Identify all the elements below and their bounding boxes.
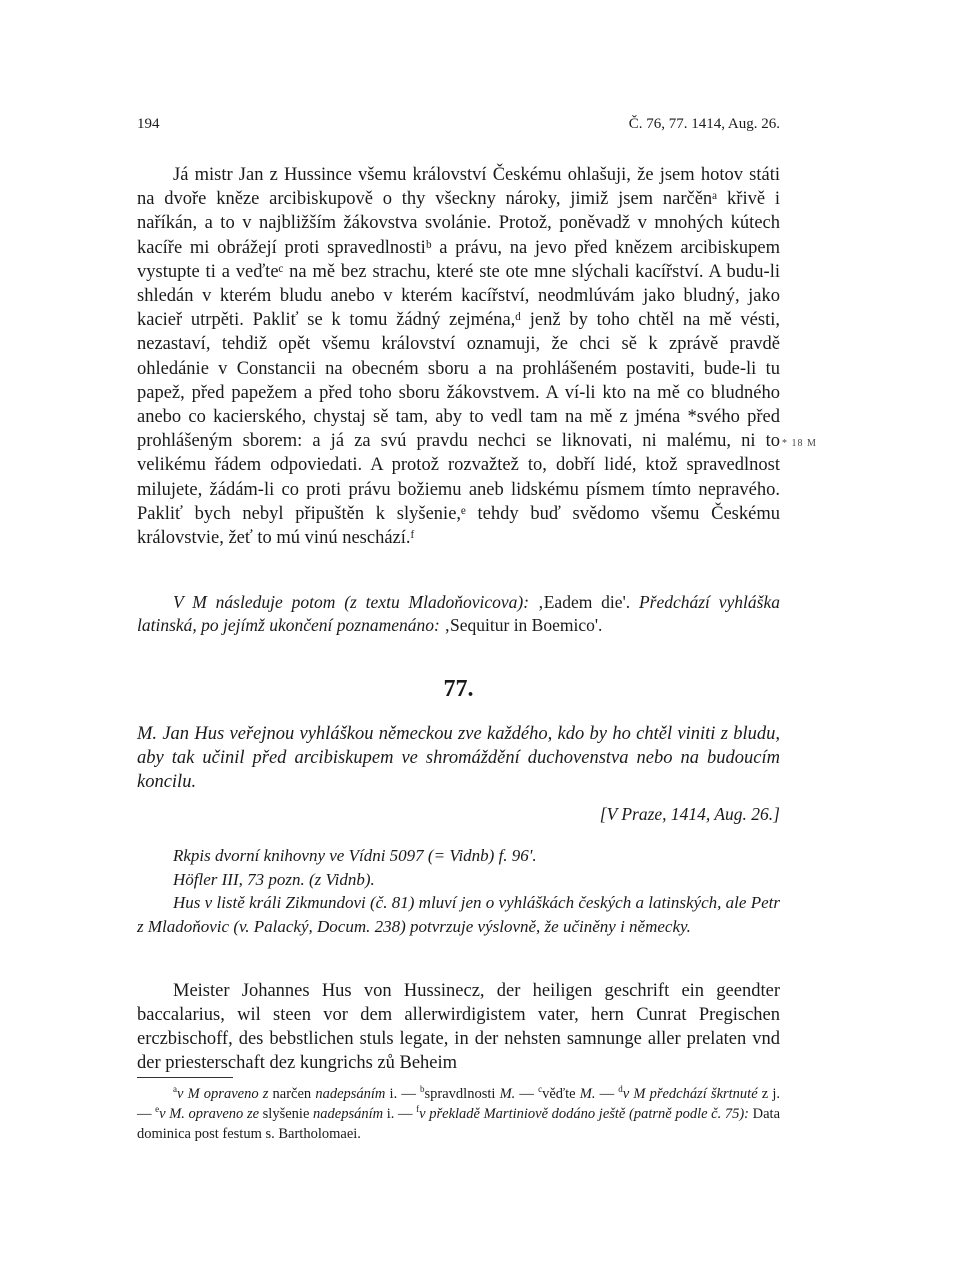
footnote-mark-f: f (416, 1104, 420, 1115)
footnote-mark-b: b (420, 1084, 425, 1095)
footnote-mark-e: e (155, 1104, 160, 1115)
source-line-3: Hus v listě králi Zikmundovi (č. 81) mluví jen o vyhláškách českých a latinských, ale Petr z Mladoňovic (v. Palacký, Docum. 238) potvrzuje výslovně, že učiněny i německy. (137, 893, 780, 936)
footnote-c-italic: M. (579, 1086, 596, 1102)
editorial-note (137, 591, 780, 637)
footnote-a-roman: narčen (268, 1086, 316, 1102)
footnote-f-roman: Data dominica post festum s. Bartholomaei. (137, 1106, 781, 1142)
dateline: [V Praze, 1414, Aug. 26.] (599, 804, 780, 824)
footnote-f-italic: v překladě Martiniově dodáno ještě (patrně podle č. 75): (419, 1106, 750, 1122)
source-line-2: Höfler III, 73 pozn. (z Vidnb). (173, 869, 375, 889)
footnote-mark-d: d (618, 1084, 623, 1095)
footnote-a-roman-2: i. — (385, 1086, 421, 1102)
footnote-e-italic-2: nadepsáním (313, 1106, 384, 1122)
margin-note: * 18 M (782, 438, 817, 449)
footnote-d-roman: z j. — (137, 1086, 781, 1122)
footnote-mark-c: c (538, 1084, 543, 1095)
body-paragraph: Já mistr Jan z Hussince všemu království Českému ohlašuji, že jsem hotov státi na dvoře kněze arcibiskupově o thy všeckny nároky, jimiž jsem narčěnᵃ křivě i naříkán, a to v najbližším žákovstva svolánie. Protož, poněvadž v mnohých kútech kacíře mi obrážejí proti spravedlnostiᵇ a právu, na jevo před knězem arcibiskupem vystupte ti a veďteᶜ na mě bez strachu, které ste ote mne slýchali kacířství. A budu-li shledán v kterém bludu anebo v kterém kacířství, neodmlúvám jako bludný, jako kacieř utrpěti. Pakliť se k tomu žádný zejména,ᵈ jenž by toho chtěl na mě vésti, nezastaví, tehdiž opět všemu království oznamuji, že chci sě k zprávě pravdě ohledánie v Constancii na obecném sboru a na prohlášeném postaviti, bude-li tu papež, před papežem a před toho sboru žákovstvem. A ví-li kto na mě co bludného anebo co kacierského, chystaj sě tam, aby to vedl tam na mě z jména *svého před prohlášeným sborem: a já za svú pravdu nechci se liknovati, ni malému, ni to velikému řádem odpoviedati. A protož rozvažtež to, dobří lidé, ktož spravedlnost milujete, žádám-li co proti právu božiemu aneb lidskému písmem tímto nepravého. Pakliť bych nebyl připuštěn k slyšenie,ᵉ tehdy buď svědomo všemu Českému královstvie, žeť to mú vinú neschází.ᶠ (137, 165, 780, 549)
footnote-a-italic-2: nadepsáním (315, 1086, 386, 1102)
note-roman-1: ‚Eadem die'. (529, 592, 639, 612)
footnotes (137, 1084, 780, 1144)
note-italic-1: V M následuje potom (z textu Mladoňovicova): (173, 592, 530, 612)
document-number: 77. (443, 676, 474, 702)
footnote-e-roman: slyšenie (259, 1106, 314, 1122)
footnote-c-roman: věďte (542, 1086, 580, 1102)
running-title: Č. 76, 77. 1414, Aug. 26. (628, 116, 780, 132)
page-number: 194 (137, 116, 160, 132)
document-summary (137, 722, 780, 794)
footnote-d-italic: v M předchází škrtnuté (622, 1086, 758, 1102)
note-italic-2: Předchází vyhláška latinská, po jejímž ukončení poznamenáno: (137, 592, 780, 635)
footnote-c-dash: — (595, 1086, 619, 1102)
czech-proclamation-text (137, 163, 780, 550)
footnote-e-italic: v M. opraveno ze (159, 1106, 260, 1122)
footnote-mark-a: a (173, 1084, 177, 1095)
sources-block (137, 844, 780, 938)
footnote-b-roman: spravdlnosti (424, 1086, 500, 1102)
footnote-e-roman-2: i. — (383, 1106, 417, 1122)
note-roman-2: ‚Sequitur in Boemico'. (439, 615, 603, 635)
german-paragraph: Meister Johannes Hus von Hussinecz, der heiligen geschrift ein geendter baccalarius, wil steen vor dem allerwirdigistem vater, hern Cunrat Pregischen erczbischoff, des bebstlichen stuls legate, in der nehsten samnunge aller prelaten vnd der priesterschaft dez kungrichs zů Beheim (137, 981, 780, 1073)
source-line-1: Rkpis dvorní knihovny ve Vídni 5097 (= Vidnb) f. 96'. (173, 846, 537, 865)
summary-text: M. Jan Hus veřejnou vyhláškou německou zve každého, kdo by ho chtěl viniti z bludu, aby tak učinil před arcibiskupem ve shromáždění duchovenstva nebo na budoucím koncilu. (137, 724, 780, 792)
footnote-paragraph (137, 1084, 780, 1144)
footnote-a-italic: v M opraveno z (177, 1086, 269, 1102)
footnote-divider (137, 1077, 233, 1078)
footnote-b-dash: — (515, 1086, 539, 1102)
german-text (137, 979, 780, 1075)
footnote-b-italic: M. (499, 1086, 516, 1102)
